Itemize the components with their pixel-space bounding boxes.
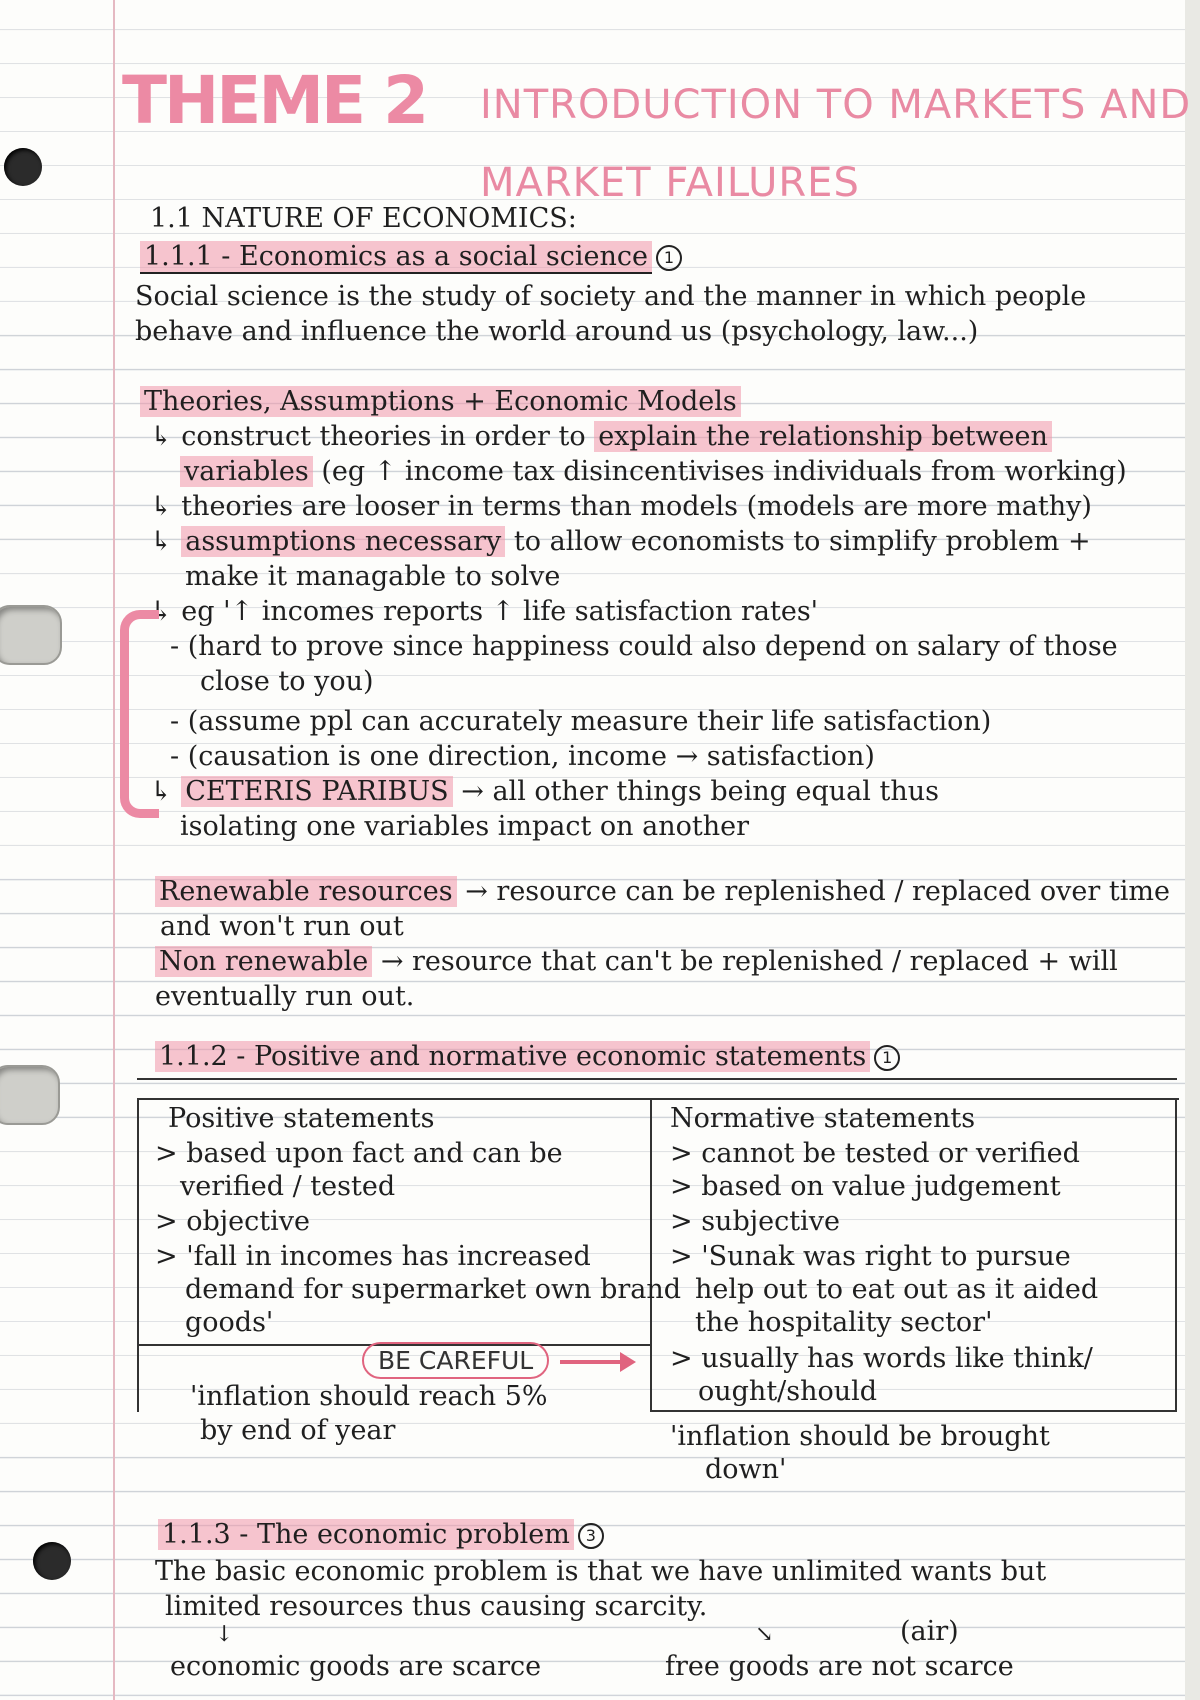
table-cell: goods' [185, 1307, 274, 1338]
sub-bullet: - (causation is one direction, income → satisfaction) [170, 741, 875, 772]
table-cell: > 'Sunak was right to pursue [670, 1241, 1071, 1272]
bullet-line: make it managable to solve [185, 561, 561, 592]
bullet-arrow: ↳ [150, 421, 182, 452]
down-arrow: ↘ [755, 1622, 774, 1647]
example-quote: by end of year [200, 1415, 396, 1446]
highlight: Theories, Assumptions + Economic Models [140, 386, 741, 417]
bullet-arrow: ↳ [150, 491, 182, 522]
punch-hole [4, 148, 42, 186]
highlight: assumptions necessary [181, 526, 505, 557]
table-cell: > 'fall in incomes has increased [155, 1241, 591, 1272]
bullet-line [150, 525, 1091, 559]
text: → all other things being equal thus [461, 776, 939, 807]
bullet-line [150, 775, 939, 809]
example-quote: 'inflation should reach 5% [190, 1381, 548, 1412]
circled-marker: 3 [578, 1523, 604, 1549]
table-cell: verified / tested [180, 1171, 396, 1202]
annotation: (air) [900, 1616, 959, 1647]
subsection-title: 1.1.3 - The economic problem [158, 1519, 574, 1550]
table-divider [650, 1098, 652, 1410]
subsection-heading [155, 1040, 900, 1074]
sub-bullet: - (assume ppl can accurately measure their life satisfaction) [170, 706, 992, 737]
red-arrow [560, 1360, 632, 1364]
table-cell: the hospitality sector' [695, 1307, 993, 1338]
table-cell: > subjective [670, 1206, 840, 1237]
theme-title: THEME 2 [122, 62, 427, 139]
punch-hole [33, 1542, 71, 1580]
bullet-arrow: ↳ [150, 526, 182, 557]
text-line: behave and influence the world around us (psychology, law...) [135, 316, 979, 347]
down-arrow: ↓ [215, 1622, 234, 1647]
table-edge [1175, 1098, 1177, 1410]
definition-line: eventually run out. [155, 981, 415, 1012]
page-edge [1185, 0, 1200, 1700]
text-line: Social science is the study of society and the manner in which people [135, 281, 1087, 312]
table-bottom-right [650, 1410, 1177, 1412]
text-line: The basic economic problem is that we have unlimited wants but [155, 1556, 1047, 1587]
table-cell: > objective [155, 1206, 310, 1237]
margin-line [113, 0, 115, 1700]
example-quote: down' [705, 1454, 787, 1485]
theories-heading [140, 385, 741, 419]
table-cell: > cannot be tested or verified [670, 1138, 1080, 1169]
text: → resource can be replenished / replaced over time [465, 876, 1170, 907]
text: (eg ↑ income tax disincentivises individuals from working) [321, 456, 1127, 487]
text: → resource that can't be replenished / replaced + will [380, 946, 1118, 977]
bullet-line [150, 595, 818, 629]
subsection-heading [140, 240, 682, 274]
bullet-line [180, 455, 1127, 489]
be-careful-cloud: BE CAREFUL [362, 1342, 549, 1379]
highlight: explain the relationship between [594, 421, 1052, 452]
text: theories are looser in terms than models (models are more mathy) [181, 491, 1092, 522]
highlight: variables [180, 456, 313, 487]
highlight: CETERIS PARIBUS [181, 776, 452, 807]
text-line: limited resources thus causing scarcity. [165, 1591, 708, 1622]
section-heading: 1.1 NATURE OF ECONOMICS: [150, 203, 577, 234]
circled-marker: 1 [874, 1045, 900, 1071]
subsection-heading [158, 1518, 604, 1552]
sub-bullet: close to you) [200, 666, 374, 697]
sub-bullet: - (hard to prove since happiness could also depend on salary of those [170, 631, 1118, 662]
bullet-line: isolating one variables impact on another [180, 811, 750, 842]
text-line: free goods are not scarce [665, 1651, 1014, 1682]
binder-ring [0, 1065, 60, 1125]
subsection-title: 1.1.2 - Positive and normative economic statements [155, 1041, 870, 1072]
text: construct theories in order to [181, 421, 586, 452]
title-line-1: INTRODUCTION TO MARKETS AND [480, 82, 1192, 128]
table-cell: ought/should [698, 1376, 878, 1407]
table-cell: help out to eat out as it aided [695, 1274, 1099, 1305]
bullet-line [150, 490, 1092, 524]
table-header-positive: Positive statements [168, 1103, 435, 1134]
text-line: economic goods are scarce [170, 1651, 542, 1682]
table-header-normative: Normative statements [670, 1103, 976, 1134]
title-line-2: MARKET FAILURES [480, 160, 860, 206]
text: to allow economists to simplify problem + [513, 526, 1091, 557]
rule [137, 1078, 1177, 1080]
subsection-title: 1.1.1 - Economics as a social science [140, 241, 652, 274]
table-cell: demand for supermarket own brand [185, 1274, 682, 1305]
circled-marker: 1 [656, 245, 682, 271]
definition-line [155, 945, 1118, 979]
highlight: Renewable resources [155, 876, 457, 907]
bullet-arrow: ↳ [150, 776, 182, 807]
bullet-arrow: ↳ [150, 596, 182, 627]
example-quote: 'inflation should be brought [670, 1421, 1050, 1452]
definition-line: and won't run out [160, 911, 404, 942]
text: eg '↑ incomes reports ↑ life satisfaction rates' [181, 596, 819, 627]
table-cell: > based upon fact and can be [155, 1138, 563, 1169]
highlight: Non renewable [155, 946, 372, 977]
bullet-line [150, 420, 1052, 454]
binder-ring [0, 605, 62, 665]
table-cell: > usually has words like think/ [670, 1343, 1093, 1374]
table-cell: > based on value judgement [670, 1171, 1061, 1202]
definition-line [155, 875, 1170, 909]
